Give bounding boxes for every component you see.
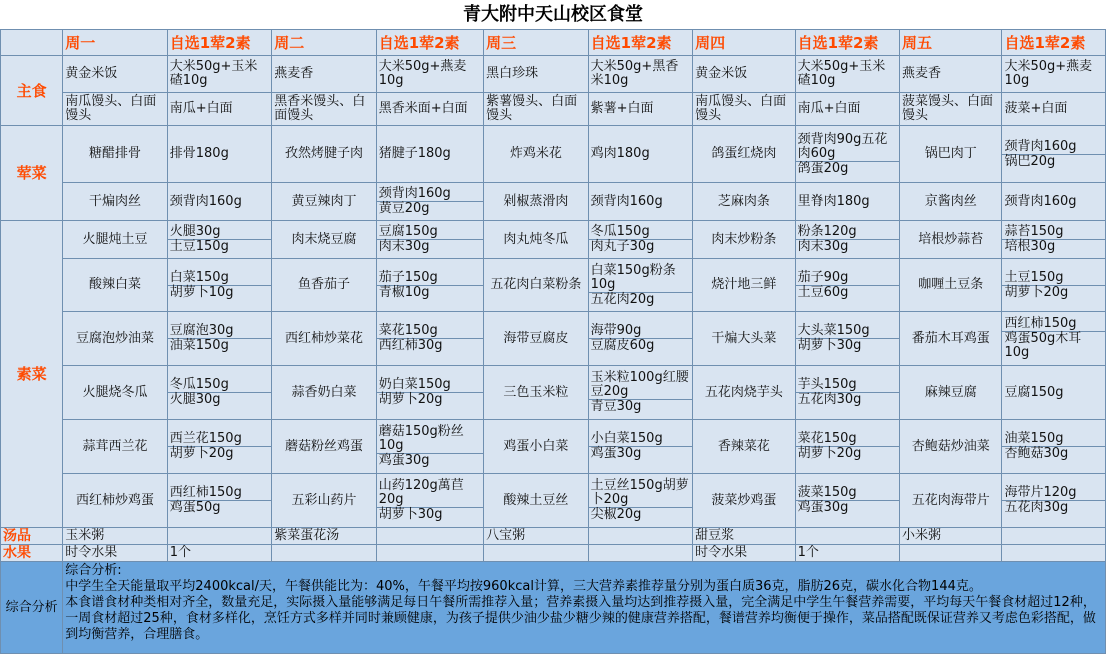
ingredient-line: 胡萝卜30g [797,338,862,353]
dish-name: 五花肉烧芋头 [693,366,795,420]
staple-cell: 南瓜+白面 [795,93,899,126]
dish-name: 孜然烤腱子肉 [272,126,376,183]
ingredient-cell [588,312,692,366]
fruit-cell: 1个 [167,545,271,562]
summary-line-1: 中学生全天能量取平均2400kcal/天，午餐供能比为：40%，午餐平均按960kcal计算，三大营养素推荐量分别为蛋白质36克，脂肪26克，碳水化合物144克。 [65,579,982,594]
ingredient-line: 土豆150g [1002,271,1105,286]
ingredient-stack [589,264,692,307]
ingredient-line: 青椒10g [378,284,430,300]
table-row [1,56,1106,93]
ingredient-cell [588,259,692,312]
table-row [1,366,1106,420]
table-row [1,183,1106,221]
dish-name: 鸽蛋红烧肉 [693,126,795,183]
header-cell: 自选1荤2素 [376,30,483,56]
summary-heading: 综合分析: [65,563,122,578]
ingredient-cell [588,366,692,420]
dish-name: 酸辣土豆丝 [484,474,588,528]
ingredient-line: 胡萝卜30g [378,507,443,522]
soup-cell [376,528,483,545]
staple-cell: 黄金米饭 [693,56,795,93]
ingredient-line: 茄子150g [377,271,483,286]
ingredient-line: 豆腐皮60g [590,338,655,353]
ingredient-line: 鸽蛋20g [797,160,849,176]
ingredient-line: 冬瓜150g [589,225,692,240]
staple-cell: 黑白珍珠 [484,56,588,93]
staple-cell: 紫薯馒头、白面馒头 [484,93,588,126]
ingredient-line: 五花肉30g [1004,500,1069,515]
ingredient-line: 五花肉30g [797,392,862,407]
dish-name: 干煸肉丝 [63,183,167,221]
ingredient-line: 蒜苔150g [1002,225,1105,240]
ingredient-line: 玉米粒100g红腰豆20g [589,371,692,400]
ingredient-line: 海带90g [589,324,692,339]
ingredient-stack [168,432,271,461]
ingredient-cell [376,312,483,366]
dish-name: 杏鲍菇炒油菜 [900,420,1002,474]
dish-name: 炸鸡米花 [484,126,588,183]
table-row [1,474,1106,528]
ingredient-stack [1002,271,1105,300]
header-cell: 自选1荤2素 [1002,30,1106,56]
ingredient-line: 尖椒20g [590,507,642,522]
staple-cell: 南瓜馒头、白面馒头 [693,93,795,126]
ingredient-line: 油菜150g [169,338,229,353]
ingredient-cell [795,183,899,221]
ingredient-line: 里脊肉180g [797,193,870,209]
table-row [1,93,1106,126]
ingredient-cell [376,221,483,259]
ingredient-stack [168,324,271,353]
ingredient-cell [167,420,271,474]
ingredient-line: 菜花150g [377,324,483,339]
table-row [1,221,1106,259]
ingredient-line: 杏鲍菇30g [1004,446,1069,461]
ingredient-stack [589,147,692,161]
ingredient-line: 黄豆20g [378,201,430,216]
dish-name: 剁椒蒸滑肉 [484,183,588,221]
header-cell: 周一 [63,30,167,56]
soup-cell [795,528,899,545]
dish-name: 酸辣白菜 [63,259,167,312]
soup-cell: 玉米粥 [63,528,167,545]
dish-name: 五花肉海带片 [900,474,1002,528]
ingredient-stack [589,479,692,522]
ingredient-stack [168,378,271,407]
dish-name: 豆腐泡炒油菜 [63,312,167,366]
ingredient-stack [377,271,483,300]
dish-name: 咖喱土豆条 [900,259,1002,312]
header-cell: 周三 [484,30,588,56]
dish-name: 蒜香奶白菜 [272,366,376,420]
ingredient-stack [1002,140,1105,169]
table-row [1,30,1106,56]
dish-name: 菠菜炒鸡蛋 [693,474,795,528]
dish-name: 香辣菜花 [693,420,795,474]
ingredient-cell [588,183,692,221]
dish-name: 麻辣豆腐 [900,366,1002,420]
ingredient-stack [796,486,899,515]
ingredient-line: 白菜150g [168,271,271,286]
dish-name: 海带豆腐皮 [484,312,588,366]
ingredient-cell [167,126,271,183]
staple-cell: 菠菜馒头、白面馒头 [900,93,1002,126]
header-cell: 周五 [900,30,1002,56]
ingredient-cell [588,126,692,183]
ingredient-cell [1002,259,1106,312]
ingredient-cell [167,259,271,312]
ingredient-line: 油菜150g [1002,432,1105,447]
table-row [1,126,1106,183]
dish-name: 番茄木耳鸡蛋 [900,312,1002,366]
ingredient-cell [167,312,271,366]
staple-cell: 黑香米馒头、白面馒头 [272,93,376,126]
ingredient-line: 锅巴20g [1004,153,1056,169]
ingredient-cell [795,126,899,183]
ingredient-line: 胡萝卜20g [378,392,443,407]
ingredient-cell [795,420,899,474]
ingredient-line: 芋头150g [796,378,899,393]
ingredient-cell [795,221,899,259]
soup-cell: 甜豆浆 [693,528,795,545]
ingredient-line: 肉丸子30g [590,239,655,254]
ingredient-stack [168,271,271,300]
ingredient-line: 土豆丝150g胡萝卜20g [589,479,692,508]
ingredient-line: 颈背肉160g [377,187,483,202]
ingredient-line: 粉条120g [796,225,899,240]
soup-cell [1002,528,1106,545]
staple-cell: 紫薯+白面 [588,93,692,126]
staple-cell: 南瓜+白面 [167,93,271,126]
header-cell: 自选1荤2素 [795,30,899,56]
ingredient-cell [1002,312,1106,366]
ingredient-line: 鸡蛋30g [590,446,642,461]
ingredient-line: 火腿30g [169,392,221,407]
ingredient-stack [796,324,899,353]
table-row [1,312,1106,366]
dish-name: 蘑菇粉丝鸡蛋 [272,420,376,474]
ingredient-stack [168,147,271,161]
ingredient-line: 鸡蛋30g [378,453,430,468]
staple-cell: 南瓜馒头、白面馒头 [63,93,167,126]
ingredient-cell [588,474,692,528]
ingredient-cell [376,126,483,183]
table-row [1,562,1106,654]
header-cell: 周四 [693,30,795,56]
staple-cell: 燕麦香 [900,56,1002,93]
ingredient-line: 土豆60g [797,284,849,300]
summary-cell [63,562,1106,654]
staple-cell: 大米50g+黑香米10g [588,56,692,93]
ingredient-cell [376,366,483,420]
ingredient-stack [796,271,899,300]
dish-name: 黄豆辣肉丁 [272,183,376,221]
ingredient-stack [168,225,271,254]
ingredient-line: 土豆150g [169,239,229,254]
ingredient-cell [588,221,692,259]
ingredient-line: 颈背肉160g [1004,193,1077,209]
ingredient-line: 肉末30g [797,239,849,254]
ingredient-stack [1002,225,1105,254]
ingredient-stack [589,371,692,414]
ingredient-line: 培根30g [1004,239,1056,254]
ingredient-line: 豆腐泡30g [168,324,271,339]
ingredient-stack [1002,486,1105,515]
staple-cell: 大米50g+玉米碴10g [795,56,899,93]
ingredient-cell [1002,183,1106,221]
ingredient-cell [1002,221,1106,259]
ingredient-line: 菜花150g [796,432,899,447]
dish-name: 肉末炒粉条 [693,221,795,259]
category-staple: 主食 [1,56,63,126]
ingredient-line: 白菜150g粉条10g [589,264,692,293]
category-fruit: 水果 [1,545,63,562]
ingredient-line: 西兰花150g [168,432,271,447]
category-veg: 素菜 [1,221,63,528]
ingredient-stack [796,378,899,407]
ingredient-line: 肉末30g [378,239,430,254]
header-cell: 自选1荤2素 [588,30,692,56]
dish-name: 培根炒蒜苔 [900,221,1002,259]
ingredient-line: 五花肉20g [590,291,655,307]
dish-name: 烧汁地三鲜 [693,259,795,312]
ingredient-cell [1002,126,1106,183]
ingredient-line: 西红柿150g [168,486,271,501]
header-corner-cell [1,30,63,56]
ingredient-stack [796,432,899,461]
ingredient-cell [167,183,271,221]
ingredient-line: 青豆30g [590,399,642,414]
ingredient-line: 茄子90g [796,271,899,286]
ingredient-line: 胡萝卜20g [1004,284,1069,300]
dish-name: 蒜茸西兰花 [63,420,167,474]
ingredient-line: 山药120g萬苣20g [377,479,483,508]
ingredient-line: 豆腐150g [377,225,483,240]
ingredient-cell [588,420,692,474]
ingredient-stack [589,195,692,209]
ingredient-stack [377,479,483,522]
dish-name: 糖醋排骨 [63,126,167,183]
fruit-cell [484,545,588,562]
ingredient-cell [795,259,899,312]
dish-name: 干煸大头菜 [693,312,795,366]
table-row [1,420,1106,474]
ingredient-stack [796,133,899,176]
staple-cell: 燕麦香 [272,56,376,93]
ingredient-line: 颈背肉160g [590,193,663,209]
ingredient-line: 火腿30g [168,225,271,240]
ingredient-line: 胡萝卜10g [169,284,234,300]
ingredient-stack [1002,432,1105,461]
ingredient-line: 豆腐150g [1004,384,1064,400]
soup-cell [588,528,692,545]
dish-name: 五彩山药片 [272,474,376,528]
staple-cell: 黄金米饭 [63,56,167,93]
ingredient-stack [377,225,483,254]
ingredient-line: 西红柿30g [378,338,443,353]
ingredient-cell [795,474,899,528]
ingredient-line: 胡萝卜20g [169,446,234,461]
dish-name: 火腿炖土豆 [63,221,167,259]
soup-cell: 小米粥 [900,528,1002,545]
ingredient-line: 鸡肉180g [590,146,650,161]
staple-cell: 大米50g+玉米碴10g [167,56,271,93]
ingredient-stack [1002,386,1105,400]
ingredient-line: 鸡蛋50g [169,500,221,515]
ingredient-line: 排骨180g [169,146,229,161]
ingredient-line: 颈背肉160g [1002,140,1105,155]
fruit-cell [272,545,376,562]
ingredient-stack [796,195,899,209]
dish-name: 鸡蛋小白菜 [484,420,588,474]
dish-name: 锅巴肉丁 [900,126,1002,183]
ingredient-line: 鸡蛋50g木耳10g [1004,331,1082,360]
summary-line-2: 本食谱食材种类相对齐全，数量充足，实际摄入量能够满足每日午餐所需推荐入量；营养素摄入量均达到推荐摄入量，完全满足中学生午餐营养需要，平均每天午餐食材超过12种，一周食材超过25种，食材多样化，烹饪方式多样并同时兼顾健康，为孩子提供少油少盐少糖少辣的健康营养搭配，餐谱营养均衡便于操作，菜品搭配既保证营养又考虑色彩搭配，做到均衡营养，合理膳食。 [65,595,1096,642]
ingredient-cell [167,474,271,528]
ingredient-cell [795,312,899,366]
ingredient-cell [167,366,271,420]
ingredient-line: 颈背肉160g [169,193,242,209]
ingredient-line: 奶白菜150g [377,378,483,393]
fruit-cell [900,545,1002,562]
ingredient-stack [377,378,483,407]
ingredient-cell [376,420,483,474]
dish-name: 肉丸炖冬瓜 [484,221,588,259]
ingredient-line: 大头菜150g [796,324,899,339]
dish-name: 芝麻肉条 [693,183,795,221]
ingredient-line: 鸡蛋30g [797,500,849,515]
ingredient-line: 菠菜150g [796,486,899,501]
ingredient-stack [168,195,271,209]
dish-name: 三色玉米粒 [484,366,588,420]
ingredient-stack [589,432,692,461]
page-title: 青大附中天山校区食堂 [463,4,643,25]
ingredient-cell [376,259,483,312]
ingredient-line: 猪腱子180g [378,146,451,161]
dish-name: 火腿烧冬瓜 [63,366,167,420]
ingredient-stack [168,486,271,515]
ingredient-cell [376,183,483,221]
staple-cell: 菠菜+白面 [1002,93,1106,126]
soup-cell [167,528,271,545]
ingredient-line: 冬瓜150g [168,378,271,393]
ingredient-line: 小白菜150g [589,432,692,447]
menu-table [0,29,1106,654]
category-soup: 汤品 [1,528,63,545]
ingredient-stack [377,147,483,161]
header-cell: 自选1荤2素 [167,30,271,56]
ingredient-stack [377,425,483,468]
soup-cell: 紫菜蛋花汤 [272,528,376,545]
table-row [1,545,1106,562]
dish-name: 西红柿炒鸡蛋 [63,474,167,528]
category-summary: 综合分析 [1,562,63,654]
category-meat: 荤菜 [1,126,63,221]
ingredient-cell [1002,366,1106,420]
dish-name: 京酱肉丝 [900,183,1002,221]
ingredient-cell [1002,474,1106,528]
ingredient-stack [377,324,483,353]
dish-name: 五花肉白菜粉条 [484,259,588,312]
soup-cell: 八宝粥 [484,528,588,545]
ingredient-line: 西红柿150g [1002,317,1105,332]
table-row [1,528,1106,545]
ingredient-cell [376,474,483,528]
ingredient-line: 海带片120g [1002,486,1105,501]
fruit-cell [588,545,692,562]
fruit-cell: 1个 [795,545,899,562]
table-row [1,259,1106,312]
ingredient-line: 胡萝卜20g [797,446,862,461]
fruit-cell: 时令水果 [693,545,795,562]
ingredient-line: 蘑菇150g粉丝10g [377,425,483,454]
ingredient-cell [167,221,271,259]
dish-name: 鱼香茄子 [272,259,376,312]
header-cell: 周二 [272,30,376,56]
ingredient-stack [1002,317,1105,360]
ingredient-stack [589,225,692,254]
ingredient-stack [377,187,483,216]
ingredient-stack [589,324,692,353]
staple-cell: 黑香米面+白面 [376,93,483,126]
ingredient-stack [1002,195,1105,209]
ingredient-line: 颈背肉90g五花肉60g [796,133,899,162]
staple-cell: 大米50g+燕麦10g [1002,56,1106,93]
staple-cell: 大米50g+燕麦10g [376,56,483,93]
ingredient-cell [795,366,899,420]
fruit-cell: 时令水果 [63,545,167,562]
fruit-cell [1002,545,1106,562]
ingredient-cell [1002,420,1106,474]
ingredient-stack [796,225,899,254]
dish-name: 西红柿炒菜花 [272,312,376,366]
dish-name: 肉末烧豆腐 [272,221,376,259]
fruit-cell [376,545,483,562]
